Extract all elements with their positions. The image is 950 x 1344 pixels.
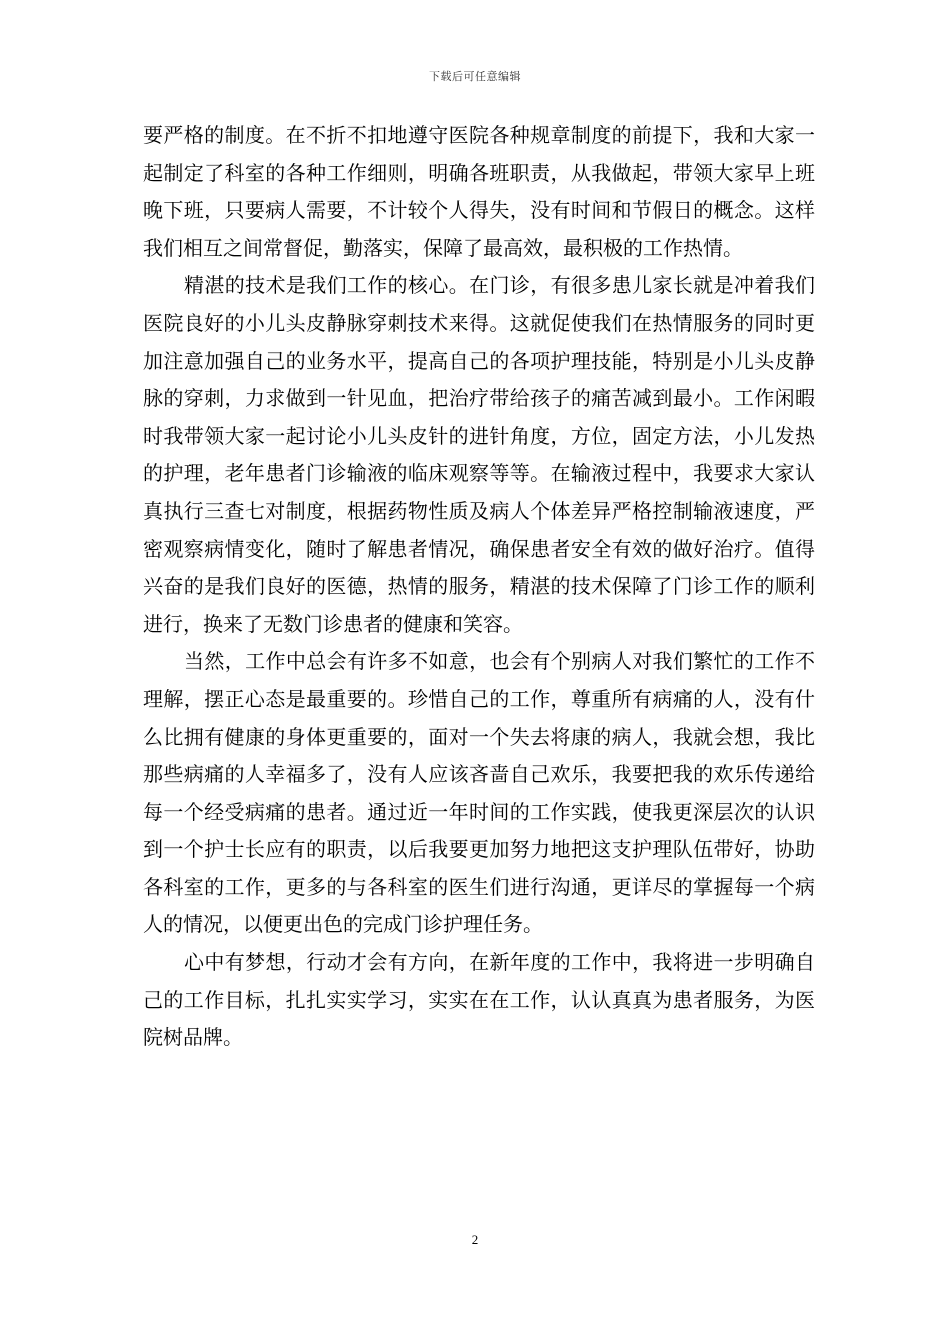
line: 对制度，根据药物性质及病人个体差异严格控制输液速度，严密观察病情变化， xyxy=(143,498,815,561)
line: 随时了解患者情况，确保患者安全有效的做好治疗。值得兴奋的是我们良好的 xyxy=(143,536,815,599)
line: 痛的人幸福多了，没有人应该吝啬自己欢乐，我要把我的欢乐传递给每一个经 xyxy=(143,762,815,824)
line: 班，只要病人需要，不计较个人得失，没有时间和节假日的概念。这样我们相 xyxy=(143,198,815,260)
paragraph-3 xyxy=(143,643,815,944)
page-header-note: 下载后可任意编辑 xyxy=(429,70,521,83)
line: 互之间常督促，勤落实，保障了最高效，最积极的工作热情。 xyxy=(203,235,743,260)
line: 年患者门诊输液的临床观察等等。在输液过程中，我要求大家认真执行三查七 xyxy=(143,461,815,523)
paragraph-2 xyxy=(143,267,815,643)
paragraph-1 xyxy=(143,117,815,267)
line: 院良好的小儿头皮静脉穿刺技术来得。这就促使我们在热情服务的同时更加注 xyxy=(143,310,815,373)
line: 品牌。 xyxy=(183,1025,243,1050)
page-number: 2 xyxy=(471,1232,479,1247)
line: 意加强自己的业务水平，提高自己的各项护理技能，特别是小儿头皮静脉的穿 xyxy=(143,348,815,411)
line: 患者的健康和笑容。 xyxy=(343,611,523,636)
line: 受病痛的患者。通过近一年时间的工作实践，使我更深层次的认识到一个护士 xyxy=(143,799,815,862)
line: 制定了科室的各种工作细则，明确各班职责，从我做起，带领大家早上班晚下 xyxy=(143,160,815,223)
line: 精湛的技术是我们工作的核心。在门诊，有很多患儿家长就是冲着我们医 xyxy=(143,273,815,335)
document-body xyxy=(143,117,815,1057)
line: 当然，工作中总会有许多不如意，也会有个别病人对我们繁忙的工作不理 xyxy=(143,649,815,711)
line: 更多的与各科室的医生们进行沟通，更详尽的掌握每一个病人的情况，以便更 xyxy=(143,874,815,937)
line: 拥有健康的身体更重要的，面对一个失去将康的病人，我就会想，我比那些病 xyxy=(143,724,815,787)
line: 心中有梦想，行动才会有方向，在新年度的工作中，我将进一步明确自己 xyxy=(143,950,815,1012)
line: 大家一起讨论小儿头皮针的进针角度，方位，固定方法，小儿发热的护理，老 xyxy=(143,423,815,486)
line: 要严格的制度。在不折不扣地遵守医院各种规章制度的前提下，我和大家一起 xyxy=(143,123,815,185)
line: 出色的完成门诊护理任务。 xyxy=(303,912,543,937)
line: 刺，力求做到一针见血，把治疗带给孩子的痛苦减到最小。工作闲暇时我带领 xyxy=(143,386,815,448)
line: 的工作目标，扎扎实实学习，实实在在工作，认认真真为患者服务，为医院树 xyxy=(143,987,815,1050)
line: 解，摆正心态是最重要的。珍惜自己的工作，尊重所有病痛的人，没有什么比 xyxy=(143,686,815,749)
paragraph-4 xyxy=(143,944,815,1057)
line: 长应有的职责，以后我要更加努力地把这支护理队伍带好，协助各科室的工作， xyxy=(143,837,815,899)
line: 医德，热情的服务，精湛的技术保障了门诊工作的顺利进行，换来了无数门诊 xyxy=(143,574,815,636)
